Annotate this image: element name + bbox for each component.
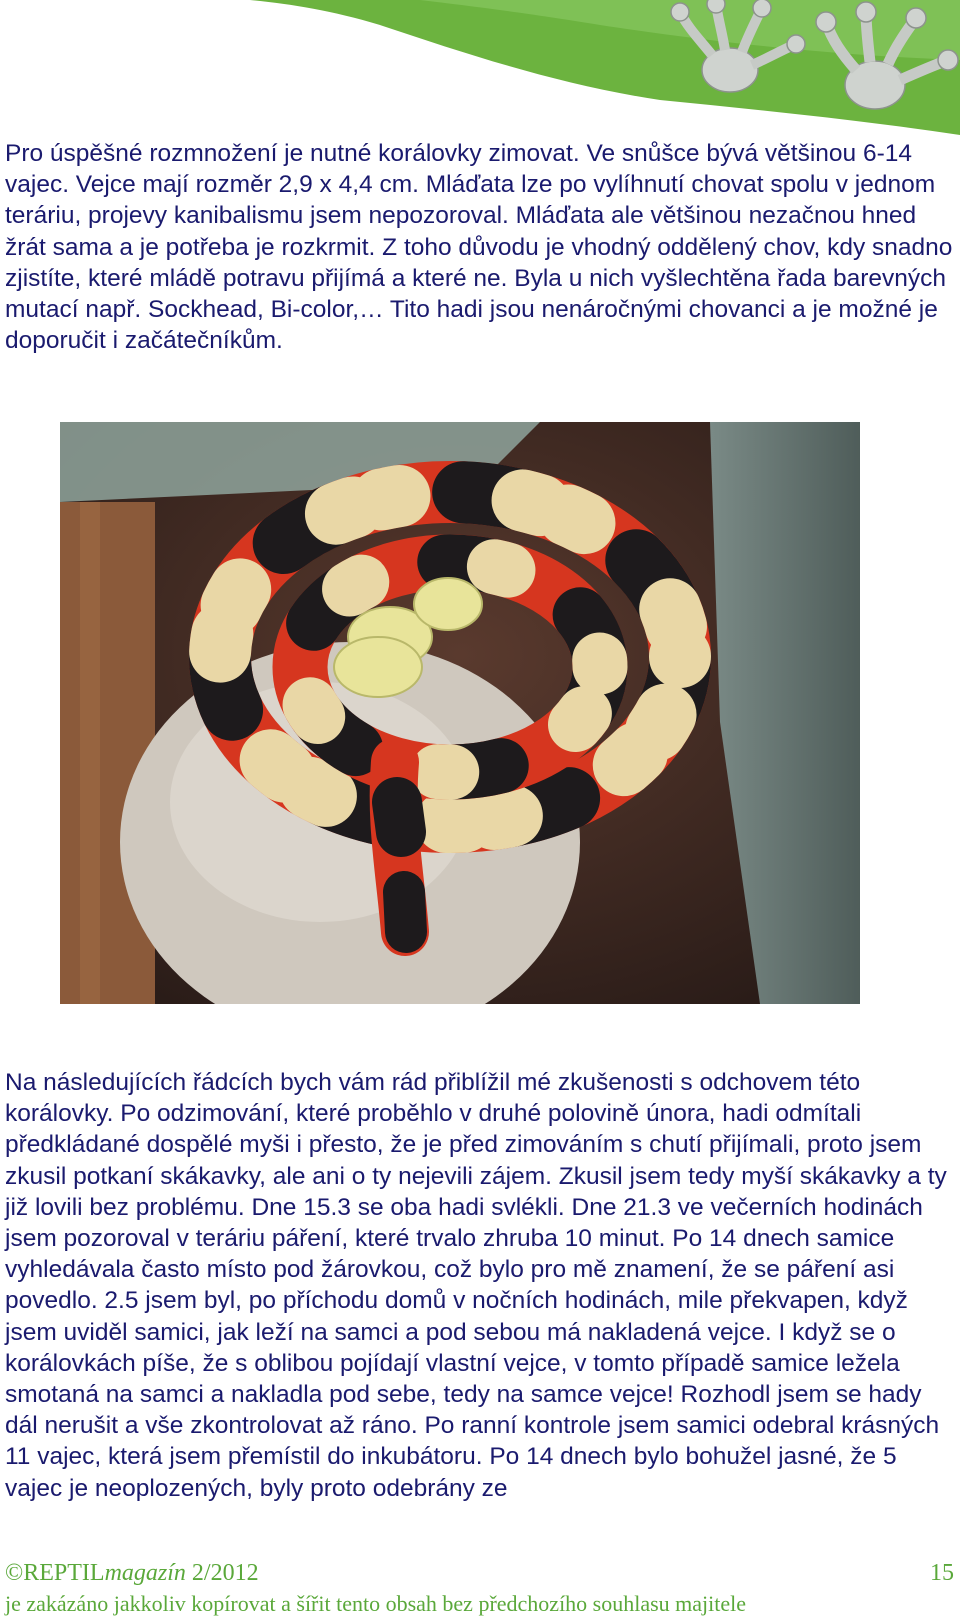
article-paragraph-2: Na následujících řádcích bych vám rád přiblížil mé zkušenosti s odchovem této korálovky. Po odzimování, které proběhlo v druhé polovině února, hadi odmítali předkládané dospělé myši i přesto, že je před zimováním s chutí přijímali, proto jsem zkusil potkaní skákavky, ale ani o ty nejevili zájem. Zkusil jsem tedy myší skákavky a ty již lovili bez problému. Dne 15.3 se oba hadi svlékli. Dne 21.3 ve večerních hodinách jsem pozoroval v teráriu páření, které trvalo zhruba 10 minut. Po 14 dnech samice vyhledávala často místo pod žárovkou, což bylo pro mě znamení, že se páření asi povedlo. 2.5 jsem byl, po příchodu domů v nočních hodinách, mile překvapen, když jsem uviděl samici, jak leží na samci a pod sebou má nakladená vejce. I když se o korálovkách píše, že s oblibou pojídají vlastní vejce, v tomto případě samice ležela smotaná na samci a nakladla pod sebe, tedy na samce vejce! Rozhodl jsem se hady dál nerušit a vše zkontrolovat až ráno. Po ranní kontrole jsem samici odebral krásných 11 vajec, která jsem přemístil do inkubátoru. Po 14 dnech bylo bohužel jasné, že 5 vajec je neoplozených, byly proto odebrány ze: [5, 1069, 947, 1502]
brand-italic: magazín: [104, 1560, 186, 1586]
page-number: 15: [930, 1560, 954, 1586]
issue-number: 2/2012: [185, 1560, 259, 1586]
magazine-brand: [5, 1560, 259, 1587]
snake-photo: [60, 422, 860, 1004]
brand-prefix: ©REPTIL: [5, 1560, 105, 1586]
header-swoosh-decoration: [0, 0, 960, 140]
article-paragraph-1: Pro úspěšné rozmnožení je nutné korálovky zimovat. Ve snůšce bývá většinou 6-14 vajec. Vejce mají rozměr 2,9 x 4,4 cm. Mláďata lze po vylíhnutí chovat spolu v jednom teráriu, projevy kanibalismu jsem nepozoroval. Mláďata ale většinou nezačnou hned žrát sama a je potřeba je rozkrmit. Z toho důvodu je vhodný oddělený chov, kdy snadno zjistíte, které mládě potravu přijímá a které ne. Byla u nich vyšlechtěna řada barevných mutací např. Sockhead, Bi-color,… Tito hadi jsou nenáročnými chovanci a je možné je doporučit i začátečníkům.: [5, 140, 953, 355]
copyright-notice: je zakázáno jakkoliv kopírovat a šířit tento obsah bez předchozího souhlasu majitele: [5, 1591, 747, 1616]
